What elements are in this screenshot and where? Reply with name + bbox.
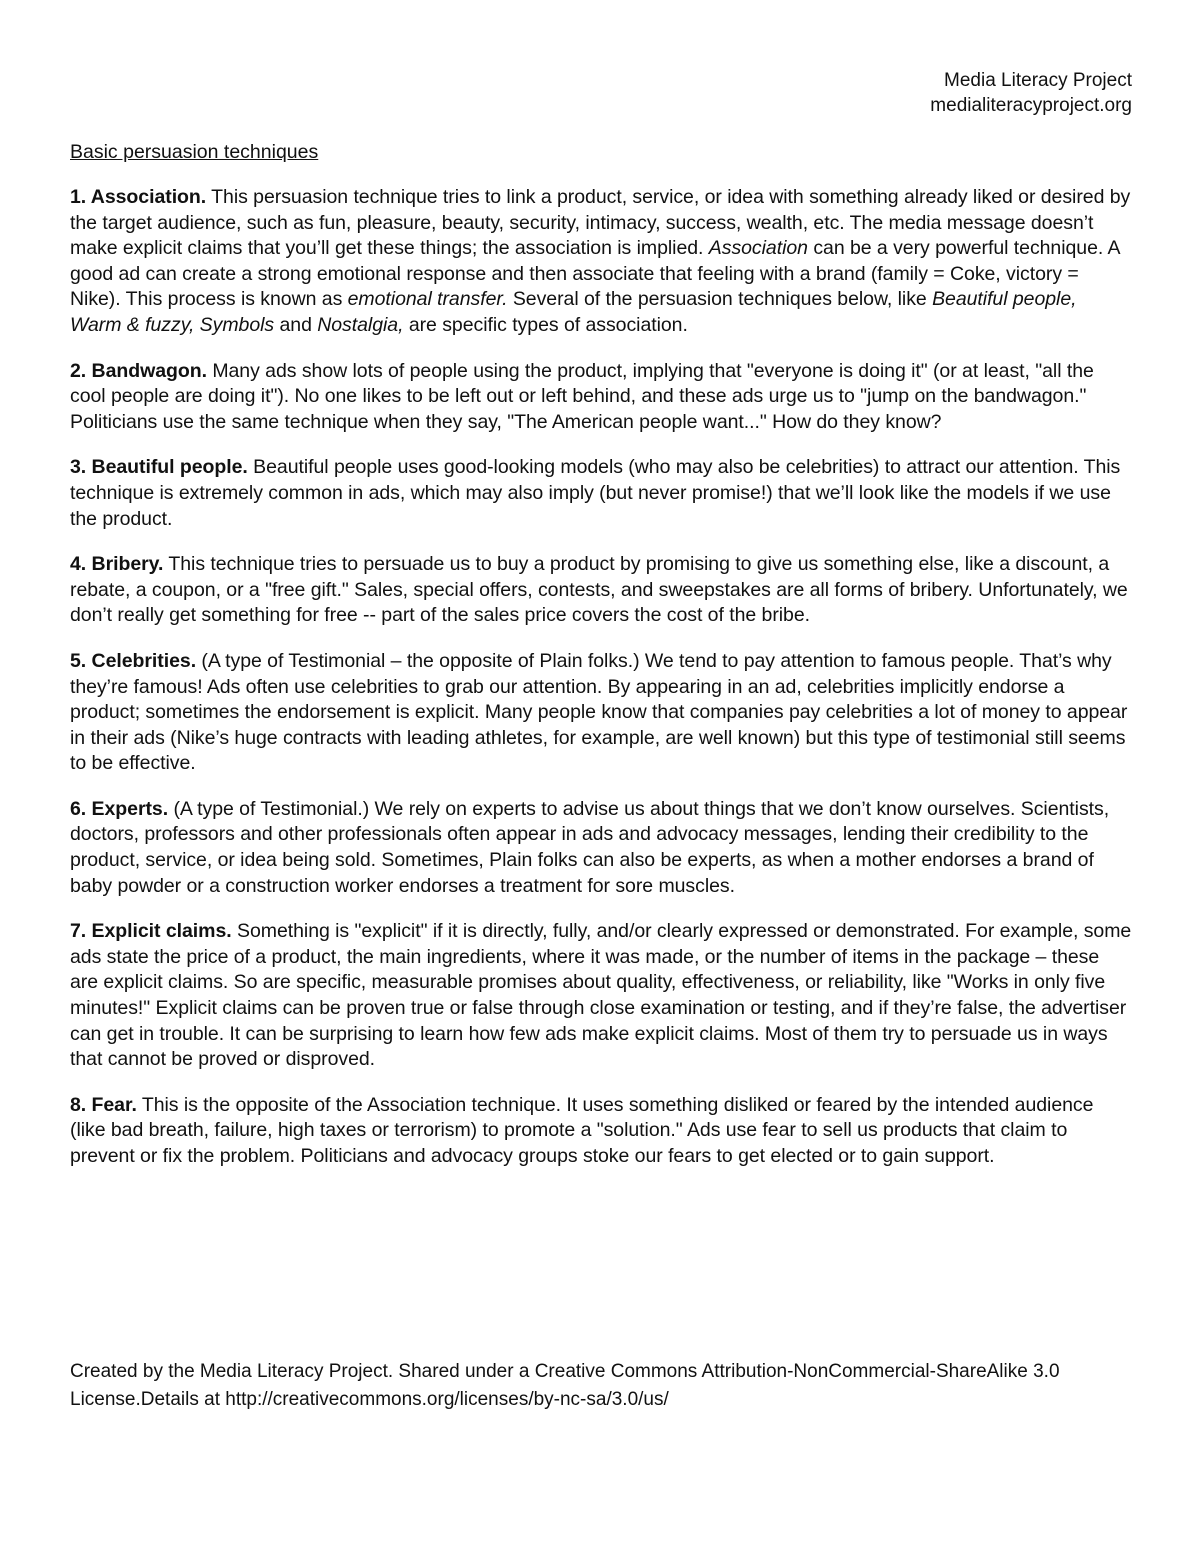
- technique-text: Beautiful people uses good-looking models (who may also be celebrities) to attract our attention. This technique is extremely common in ads, which may also imply (but never promise!) that we’ll look like the models if we use the product.: [70, 456, 1121, 530]
- technique-text: This is the opposite of the Association technique. It uses something disliked or feared by the intended audience (like bad breath, failure, high taxes or terrorism) to promote a "solution." Ads use fear to sell us products that claim to prevent or fix the problem. Politicians and advocacy groups stoke our fears to get elected or to gain support.: [70, 1093, 1094, 1167]
- technique-text: Many ads show lots of people using the product, implying that "everyone is doing it" (or at least, "all the cool people are doing it"). No one likes to be left out or left behind, and these ads urge us to "jump on the bandwagon." Politicians use the same technique when they say, "The American people want..." How do they know?: [70, 359, 1094, 433]
- technique-heading: 7. Explicit claims.: [70, 920, 232, 943]
- technique-heading: 3. Beautiful people.: [70, 456, 248, 479]
- technique-text: Something is "explicit" if it is directly, fully, and/or clearly expressed or demonstrated. For example, some ads state the price of a product, the main ingredients, where it was made, or the number of items in the package – these are explicit claims. So are specific, measurable promises about quality, effectiveness, or reliability, like "Works in only five minutes!" Explicit claims can be proven true or false through close examination or testing, and if they’re false, the advertiser can get in trouble. It can be surprising to learn how few ads make explicit claims. Most of them try to persuade us in ways that cannot be proved or disproved.: [70, 920, 1132, 1071]
- document-title: Basic persuasion techniques: [70, 141, 319, 163]
- footer-line-2: License.Details at http://creativecommons.org/licenses/by-nc-sa/3.0/us/: [70, 1389, 669, 1410]
- technique-text: can be a very powerful technique. A good ad can create a strong emotional response and then associate that feeling with a brand (family = Coke, victory = Nike). This process is known as: [70, 237, 1120, 311]
- technique-heading: 8. Fear.: [70, 1093, 137, 1116]
- technique-section: [70, 185, 1132, 339]
- technique-emphasis: Association: [708, 237, 808, 260]
- technique-emphasis: emotional transfer.: [347, 288, 508, 311]
- technique-section: [70, 649, 1132, 777]
- technique-section: [70, 797, 1132, 899]
- document-page: [70, 68, 1132, 1190]
- technique-heading: 1. Association.: [70, 186, 207, 208]
- technique-heading: 6. Experts.: [70, 797, 169, 820]
- technique-section: [70, 359, 1132, 436]
- technique-heading: 4. Bribery.: [70, 553, 164, 576]
- technique-text: This persuasion technique tries to link a product, service, or idea with something already liked or desired by the target audience, such as fun, pleasure, beauty, security, intimacy, success, wealth, etc. The media message doesn’t make explicit claims that you’ll get these things; the association is implied.: [70, 186, 1131, 260]
- license-footer: [70, 1358, 1132, 1414]
- document-header: [70, 68, 1132, 118]
- technique-text: are specific types of association.: [403, 313, 688, 336]
- footer-line-1: Created by the Media Literacy Project. Shared under a Creative Commons Attribution-NonCommercial-ShareAlike 3.0: [70, 1361, 1060, 1382]
- header-org-name: Media Literacy Project: [944, 70, 1132, 91]
- technique-text: (A type of Testimonial.) We rely on experts to advise us about things that we don’t know ourselves. Scientists, doctors, professors and other professionals often appear in ads and advocacy messages, lending their credibility to the product, service, or idea being sold. Sometimes, Plain folks can also be experts, as when a mother endorses a brand of baby powder or a construction worker endorses a treatment for sore muscles.: [70, 797, 1110, 897]
- technique-emphasis: Nostalgia,: [317, 313, 404, 336]
- header-url: medialiteracyproject.org: [930, 95, 1132, 116]
- technique-text: and: [274, 313, 318, 336]
- technique-text: This technique tries to persuade us to buy a product by promising to give us something else, like a discount, a rebate, a coupon, or a "free gift." Sales, special offers, contests, and sweepstakes are all forms of bribery. Unfortunately, we don’t really get something for free -- part of the sales price covers the cost of the bribe.: [70, 553, 1128, 627]
- technique-section: [70, 1093, 1132, 1170]
- technique-section: [70, 455, 1132, 532]
- technique-text: (A type of Testimonial – the opposite of Plain folks.) We tend to pay attention to famous people. That’s why they’re famous! Ads often use celebrities to grab our attention. By appearing in an ad, celebrities implicitly endorse a product; sometimes the endorsement is explicit. Many people know that companies pay celebrities a lot of money to appear in their ads (Nike’s huge contracts with leading athletes, for example, are well known) but this type of testimonial still seems to be effective.: [70, 649, 1128, 775]
- technique-section: [70, 552, 1132, 629]
- technique-heading: 2. Bandwagon.: [70, 359, 207, 382]
- technique-section: [70, 919, 1132, 1073]
- technique-emphasis: Beautiful people, Warm & fuzzy, Symbols: [70, 288, 1077, 336]
- technique-text: Several of the persuasion techniques below, like: [507, 288, 933, 311]
- technique-heading: 5. Celebrities.: [70, 649, 197, 672]
- technique-list: [70, 185, 1132, 1170]
